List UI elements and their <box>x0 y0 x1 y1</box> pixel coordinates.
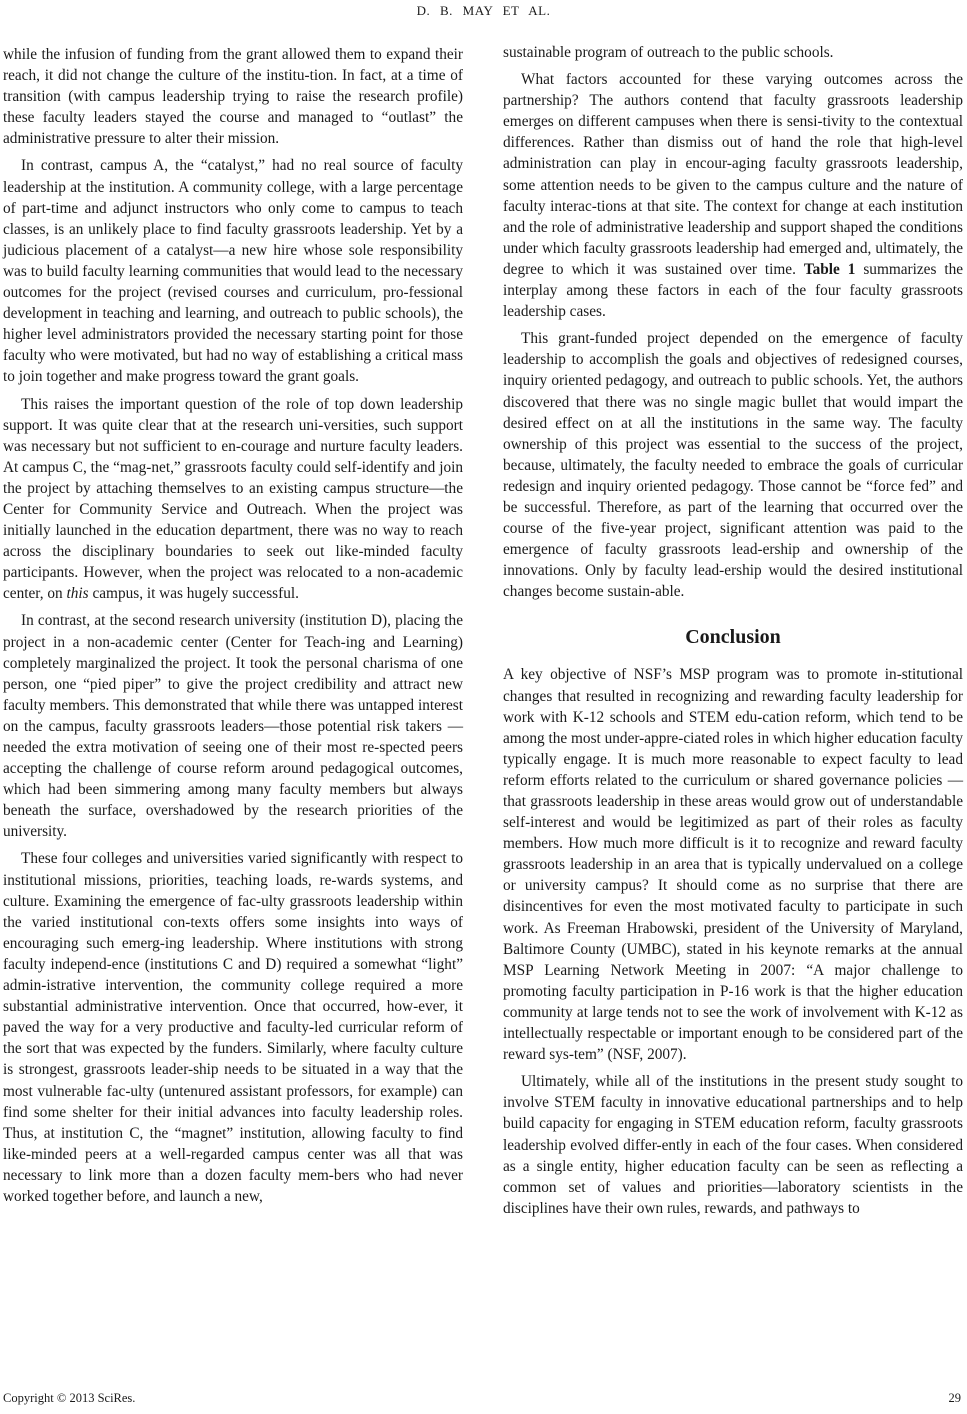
section-heading-conclusion: Conclusion <box>685 626 781 649</box>
paragraph: while the infusion of funding from the grant allowed them to expand their reach, it did not change the culture of the institu-tion. In fact, at a time of transition (with campus leadership trying to raise the research profile) these faculty leaders stayed the course and managed to “outlast” the administrative pressure to alter their mission. <box>3 46 463 148</box>
paragraph <box>3 394 463 605</box>
page-number: 29 <box>948 1391 961 1405</box>
paragraph: sustainable program of outreach to the public schools. <box>503 44 834 61</box>
paragraph: In contrast, at the second research university (institution D), placing the project in a non-academic center (Center for Teach-ing and Learning) completely marginalized the project. It took the personal charisma of one person, one “pied piper” to give the project credibility and attract new faculty members. This demonstrated that while there was untapped interest on the campus, faculty grassroots leaders—those potential risk takers —needed the extra motivation of seeing one of their most re-spected peers accepting the challenge of course reform around pedagogical outcomes, which had been simmering among many faculty members but always beneath the surface, overshadowed by the research priorities of the university. <box>3 612 463 841</box>
paragraph: In contrast, campus A, the “catalyst,” had no real source of faculty leadership at the institution. A community college, with a large percentage of part-time and adjunct instructors who only come to campus to teach classes, is an unlikely place to find faculty grassroots leadership. Yet by a judicious placement of a catalyst—a new hire whose sole responsibility was to build faculty learning communities that would lead to the necessary outcomes for the project (revised courses and curriculum, pro-fessional development in teaching and learning, and outreach to public schools), the higher level administrators provided the necessary starting point for those faculty who were motivated, but had no way of establishing a critical mass to join together and make progress toward the grant goals. <box>3 157 463 386</box>
paragraph <box>503 69 963 322</box>
paragraph: These four colleges and universities varied significantly with respect to institutional missions, priorities, teaching loads, re-wards systems, and culture. Examining the emergence of fac-ulty grassroots leadership within the varied institutional con-texts offers some insights into ways of encouraging such emerg-ing leadership. Where institutions with strong faculty independ-ence (institutions C and D) required a somewhat “light” admin-istrative intervention, the community college required a more substantial administrative intervention. Once that occurred, how-ever, it paved the way for a very productive and faculty-led curricular reform of the sort that was expected by the funders. Similarly, where faculty culture is strongest, grassroots leader-ship needs to be situated in a way that the most vulnerable fac-ulty (untenured assistant professors, for example) can find some shelter for their initial advances into faculty leadership roles. Thus, at institution C, the “magnet” institution, allowing faculty to find like-minded peers at a well-regarded campus center was all that was necessary to link more than a dozen faculty mem-bers who had never worked together before, and launch a new, <box>3 850 463 1205</box>
right-column <box>503 42 963 1225</box>
paragraph-text: campus, it was hugely successful. <box>88 585 299 603</box>
paragraph-text: What factors accounted for these varying outcomes across the partnership? The authors contend that faculty grassroots leadership emerges on different campuses when there is sensi-tivity to the contextual differences. Rather than dismiss out of hand the role that high-level administration can play in encour-aging faculty grassroots leadership, some attention needs to be given to the campus culture and the nature of faculty interac-tions at that site. The context for change at each institution and the role of administrative leadership and support shaped the conditions under which faculty grassroots leadership had emerged and, ultimately, the degree to which it was sustained over time. <box>503 71 963 278</box>
copyright-notice: Copyright © 2013 SciRes. <box>3 1391 136 1405</box>
paragraph: Ultimately, while all of the institutions in the present study sought to involve STEM faculty in innovative educational partnerships and to help build capacity for engaging in STEM education reform, faculty grassroots leadership evolved differ-ently in each of the four cases. When considered as a single entity, higher education faculty can be seen as reflecting a common set of values and priorities—laboratory scientists in the disciplines have their own rules, rewards, and pathways to <box>503 1073 963 1217</box>
paragraph: A key objective of NSF’s MSP program was to promote in-stitutional changes that resulted in recognizing and rewarding faculty leadership for work with K-12 schools and STEM edu-cation reform, which tend to be among the most under-appre-ciated roles in which higher education faculty typically engage. It is much more reasonable to expect faculty to lead reform efforts related to the curriculum or shared governance policies —that grassroots leadership in these areas would grow out of understandable self-interest and would be legitimized as part of their roles as faculty members. How much more difficult is it to recognize and reward faculty grassroots leadership in an area that is typically undervalued on a college or university campus? It should come as no surprise that there are disincentives for even the most motivated faculty to participate in such work. As Freeman Hrabowski, president of the University of Maryland, Baltimore County (UMBC), stated in his keynote remarks at the annual MSP Learning Network Meeting in 2007: “A major challenge to promoting faculty participation in P-16 work is that the higher education community at large tends not to see the work of involvement with K-12 as intellectually respectable or important enough to be considered part of the reward sys-tem” (NSF, 2007). <box>503 666 963 1064</box>
table-reference: Table 1 <box>803 260 856 278</box>
emphasis-text: this <box>66 585 89 603</box>
left-column <box>3 44 463 1213</box>
paragraph-text: This raises the important question of the role of top down leadership support. It was quite clear that at the research uni-versities, such support was necessary but not sufficient to en-courage and nurture faculty leaders. At campus C, the “mag-net,” grassroots faculty could self-identify and join the project by attaching themselves to an existing campus structure—the Center for Community Service and Outreach. When the project was initially launched in the education department, there was no way to reach across the disciplinary boundaries to seek out like-minded faculty participants. However, when the project was relocated to a non-academic center, on <box>3 395 463 603</box>
paragraph: This grant-funded project depended on the emergence of faculty leadership to accomplish the goals and objectives of redesigned courses, inquiry oriented pedagogy, and outreach to public schools. Yet, the authors discovered that there was no single magic bullet that would impart the desired effect on at all the institutions in the same way. The faculty ownership of this project was essential to the success of the project, because, ultimately, the faculty needed to embrace the goals of curricular redesign and inquiry oriented pedagogy. Those cannot be “force fed” and be successful. Therefore, as part of the learning that occurred over the course of the five-year project, significant attention was paid to the emergence of faculty grassroots lead-ership and ownership of the innovations. Only by faculty lead-ership would the desired institutional changes become sustain-able. <box>503 330 963 601</box>
paragraph-text: summarizes the interplay among these factors in each of the four faculty grassroots leadership cases. <box>503 260 964 321</box>
running-head: D. B. MAY ET AL. <box>416 3 551 18</box>
